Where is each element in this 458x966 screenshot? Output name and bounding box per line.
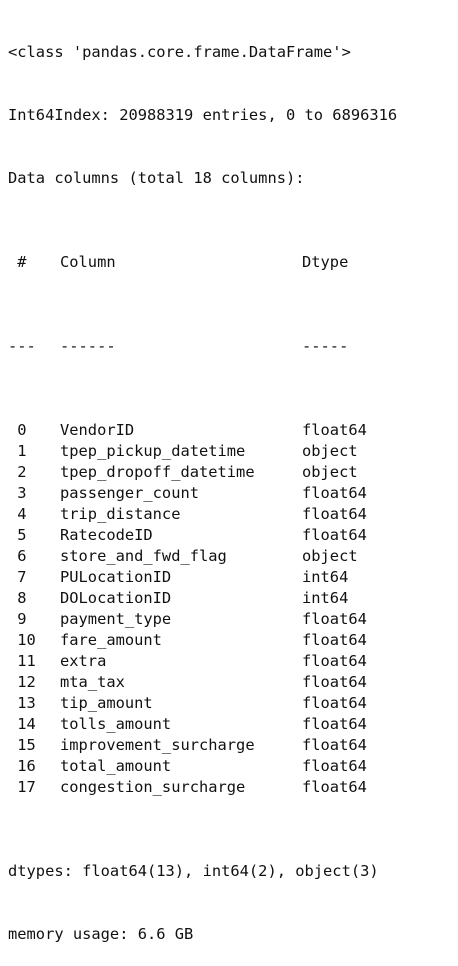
row-column-name: tpep_dropoff_datetime: [60, 463, 255, 481]
table-row: [8, 735, 458, 756]
table-row: [8, 672, 458, 693]
row-dtype: float64: [302, 652, 367, 670]
table-row: [8, 420, 458, 441]
row-dtype: float64: [302, 736, 367, 754]
row-index: 0: [8, 421, 27, 439]
row-dtype: float64: [302, 757, 367, 775]
data-columns-line: Data columns (total 18 columns):: [8, 169, 305, 187]
row-index: 4: [8, 505, 27, 523]
table-row: [8, 693, 458, 714]
row-column-name: store_and_fwd_flag: [60, 547, 227, 565]
row-dtype: object: [302, 547, 358, 565]
row-dtype: float64: [302, 694, 367, 712]
row-index: 13: [8, 694, 36, 712]
row-column-name: payment_type: [60, 610, 172, 628]
row-column-name: PULocationID: [60, 568, 172, 586]
table-row: [8, 630, 458, 651]
row-dtype: int64: [302, 589, 349, 607]
row-column-name: mta_tax: [60, 673, 125, 691]
dtypes-line: dtypes: float64(13), int64(2), object(3): [8, 862, 379, 880]
header-index: #: [8, 253, 27, 271]
row-index: 8: [8, 589, 27, 607]
row-dtype: float64: [302, 715, 367, 733]
header-column: Column: [60, 253, 116, 271]
separator-index: ---: [8, 337, 36, 355]
row-dtype: int64: [302, 568, 349, 586]
table-row: [8, 504, 458, 525]
row-dtype: float64: [302, 526, 367, 544]
separator-row: [8, 336, 458, 357]
row-index: 7: [8, 568, 27, 586]
row-dtype: float64: [302, 778, 367, 796]
row-column-name: tpep_pickup_datetime: [60, 442, 246, 460]
table-row: [8, 441, 458, 462]
row-column-name: total_amount: [60, 757, 172, 775]
table-row: [8, 609, 458, 630]
row-column-name: trip_distance: [60, 505, 181, 523]
row-dtype: float64: [302, 421, 367, 439]
row-dtype: object: [302, 442, 358, 460]
separator-dtype: -----: [302, 337, 349, 355]
row-column-name: DOLocationID: [60, 589, 172, 607]
row-dtype: float64: [302, 673, 367, 691]
row-column-name: improvement_surcharge: [60, 736, 255, 754]
table-row: [8, 651, 458, 672]
memory-usage-line: memory usage: 6.6 GB: [8, 925, 194, 943]
row-dtype: float64: [302, 505, 367, 523]
row-index: 9: [8, 610, 27, 628]
row-index: 12: [8, 673, 36, 691]
table-row: [8, 588, 458, 609]
class-line: <class 'pandas.core.frame.DataFrame'>: [8, 43, 351, 61]
row-index: 17: [8, 778, 36, 796]
row-column-name: extra: [60, 652, 107, 670]
row-index: 6: [8, 547, 27, 565]
row-index: 15: [8, 736, 36, 754]
columns-table: [8, 420, 458, 798]
column-header-row: [8, 252, 458, 273]
row-dtype: float64: [302, 631, 367, 649]
row-index: 2: [8, 463, 27, 481]
row-index: 10: [8, 631, 36, 649]
table-row: [8, 462, 458, 483]
row-column-name: tolls_amount: [60, 715, 172, 733]
table-row: [8, 777, 458, 798]
table-row: [8, 756, 458, 777]
row-column-name: tip_amount: [60, 694, 153, 712]
row-column-name: passenger_count: [60, 484, 199, 502]
table-row: [8, 525, 458, 546]
table-row: [8, 714, 458, 735]
table-row: [8, 483, 458, 504]
table-row: [8, 567, 458, 588]
row-index: 14: [8, 715, 36, 733]
row-index: 3: [8, 484, 27, 502]
row-index: 1: [8, 442, 27, 460]
row-dtype: object: [302, 463, 358, 481]
row-column-name: fare_amount: [60, 631, 162, 649]
row-column-name: RatecodeID: [60, 526, 153, 544]
row-index: 16: [8, 757, 36, 775]
row-index: 5: [8, 526, 27, 544]
table-row: [8, 546, 458, 567]
header-dtype: Dtype: [302, 253, 349, 271]
separator-column: ------: [60, 337, 116, 355]
row-column-name: congestion_surcharge: [60, 778, 246, 796]
row-dtype: float64: [302, 484, 367, 502]
row-dtype: float64: [302, 610, 367, 628]
row-column-name: VendorID: [60, 421, 135, 439]
index-line: Int64Index: 20988319 entries, 0 to 6896316: [8, 106, 398, 124]
row-index: 11: [8, 652, 36, 670]
